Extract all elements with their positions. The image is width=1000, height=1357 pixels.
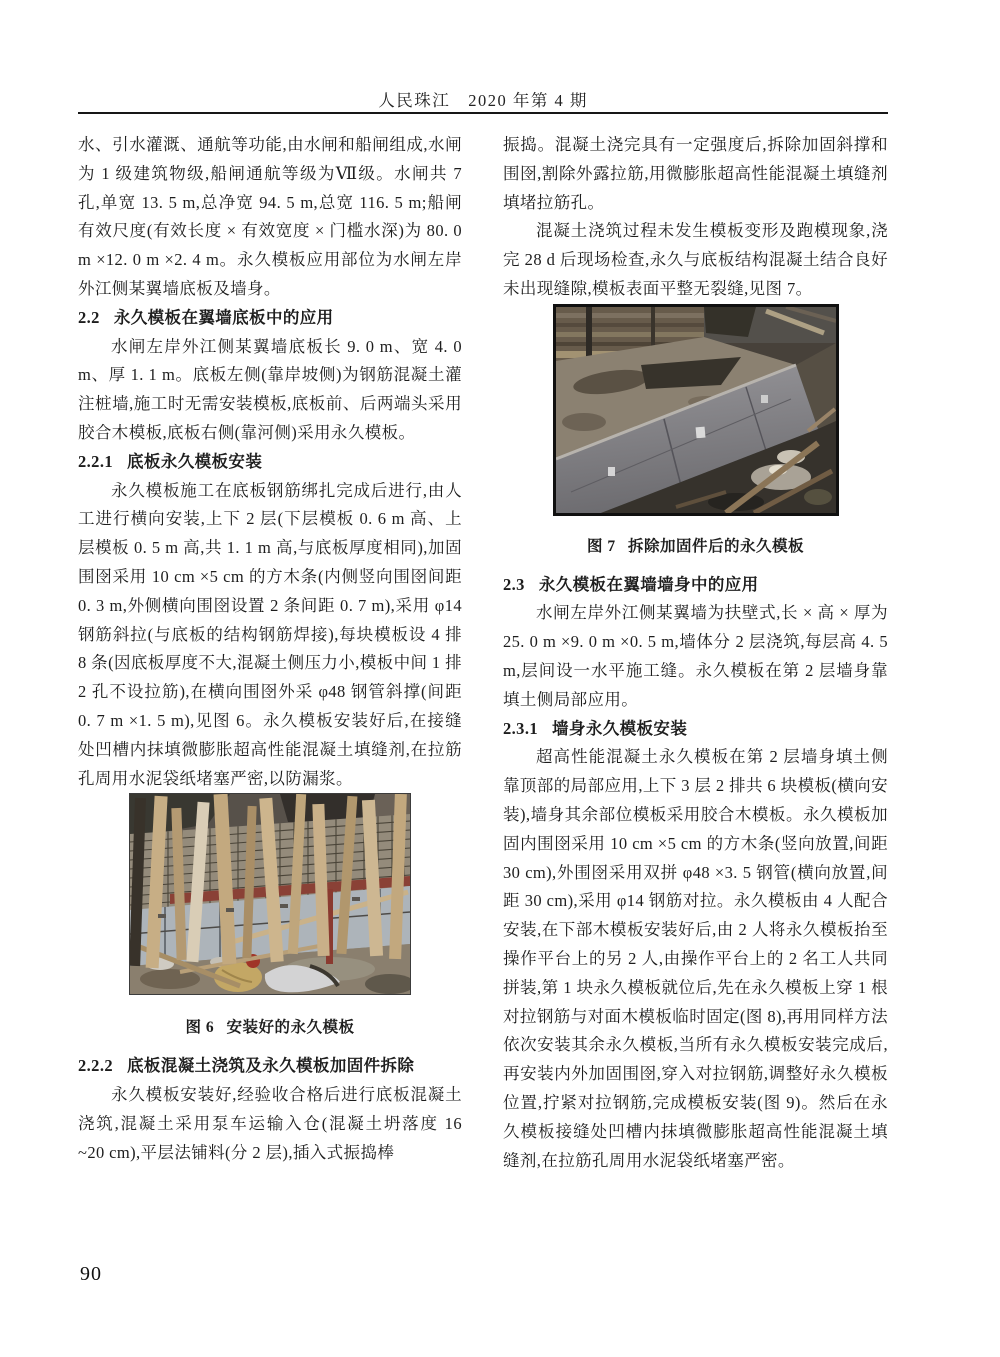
section-number-2-2-2: 2.2.2 [78, 1056, 113, 1076]
figure-7-photo-image [556, 307, 836, 513]
section-heading-2-2-1 [78, 448, 462, 477]
left-column [78, 131, 462, 1167]
section-number-2-2: 2.2 [78, 307, 100, 327]
section-title-2-2-1: 底板永久模板安装 [127, 451, 263, 471]
right-column [503, 131, 888, 1175]
section-heading-2-3 [503, 571, 888, 600]
section-heading-2-2-2 [78, 1052, 462, 1081]
paragraph-2-3-1: 超高性能混凝土永久模板在第 2 层墙身填土侧靠顶部的局部应用,上下 3 层 2 排共 6 块模板(横向安装),墙身其余部位模板采用胶合木模板。永久模板加固内围囹采用 10 cm ×5 cm 的方木条(竖向放置,间距 30 cm),外围囹采用双拼 φ48 ×3. 5 钢管(横向放置,间距 30 cm),采用 φ14 钢筋对拉。永久模板由 4 人配合安装,在下部木模板安装好后,由 2 人将永久模板抬至操作平台上的另 2 人,由操作平台上的 2 名工人共同拼装,第 1 块永久模板就位后,先在永久模板上穿 1 根对拉钢筋与对面木模板临时固定(图 8),再用同样方法依次安装其余永久模板,当所有永久模板安装完成后,再安装内外加固围囹,穿入对拉钢筋,调整好永久模板位置,拧紧对拉钢筋,完成模板安装(图 9)。然后在永久模板接缝处凹槽内抹填微膨胀超高性能混凝土填缝剂,在拉筋孔周用水泥袋纸堵塞严密。 [503, 747, 888, 1170]
figure-7-photo [553, 304, 839, 516]
figure-7-caption [503, 535, 888, 559]
figure-7 [503, 304, 888, 559]
figure-6-photo [129, 793, 411, 995]
section-heading-2-3-1 [503, 715, 888, 744]
section-number-2-2-1: 2.2.1 [78, 451, 113, 471]
section-title-2-3: 永久模板在翼墙墙身中的应用 [538, 574, 759, 594]
paragraph-2-2-1: 永久模板施工在底板钢筋绑扎完成后进行,由人工进行横向安装,上下 2 层(下层模板 0. 6 m 高、上层模板 0. 5 m 高,共 1. 1 m 高,与底板厚度相同),加固围囹采用 10 cm ×5 cm 的方木条(内侧竖向围囹间距 0. 3 m,外侧横向围囹设置 2 条间距 0. 7 m),采用 φ14 钢筋斜拉(与底板的结构钢筋焊接),每块模板设 4 排 8 条(因底板厚度不大,混凝土侧压力小,模板中间 1 排 2 孔不设拉筋),在横向围囹外采 φ48 钢管斜撑(间距 0. 7 m ×1. 5 m),见图 6。永久模板安装好后,在接缝处凹槽内抹填微膨胀超高性能混凝土填缝剂,在拉筋孔周用水泥袋纸堵塞严密,以防漏浆。 [78, 480, 462, 788]
paragraph-2-2: 水闸左岸外江侧某翼墙底板长 9. 0 m、宽 4. 0 m、厚 1. 1 m。底板左侧(靠岸坡侧)为钢筋混凝土灌注桩墙,施工时无需安装模板,底板前、后两端头采用胶合木模板,底板右侧(靠河侧)采用永久模板。 [78, 336, 462, 442]
paragraph-2-3: 水闸左岸外江侧某翼墙为扶壁式,长 × 高 × 厚为 25. 0 m ×9. 0 m ×0. 5 m,墙体分 2 层浇筑,每层高 4. 5 m,层间设一水平施工缝。永久模板在第 2 层墙身靠填土侧局部应用。 [503, 603, 888, 709]
figure-6-caption [78, 1016, 462, 1040]
section-number-2-3-1: 2.3.1 [503, 718, 538, 738]
journal-header: 人民珠江 2020 年第 4 期 [378, 91, 588, 110]
paragraph-2-2-2: 永久模板安装好,经验收合格后进行底板混凝土浇筑,混凝土采用泵车运输入仓(混凝土坍落度 16 ~20 cm),平层法铺料(分 2 层),插入式振捣棒 [78, 1084, 462, 1162]
paragraph-continued-left: 水、引水灌溉、通航等功能,由水闸和船闸组成,水闸为 1 级建筑物级,船闸通航等级为Ⅶ级。水闸共 7 孔,单宽 13. 5 m,总净宽 94. 5 m,总宽 116. 5 m;船闸有效尺度(有效长度 × 有效宽度 × 门槛水深)为 80. 0 m ×12. 0 m ×2. 4 m。永久模板应用部位为水闸左岸外江侧某翼墙底板及墙身。 [78, 135, 462, 298]
page-number: 90 [80, 1263, 102, 1285]
section-heading-2-2 [78, 304, 462, 333]
figure-6-label: 图 6 [185, 1019, 215, 1037]
figure-6-caption-text: 安装好的永久模板 [226, 1019, 355, 1037]
section-title-2-2: 永久模板在翼墙底板中的应用 [113, 307, 334, 327]
header-rule [78, 112, 888, 114]
section-title-2-3-1: 墙身永久模板安装 [552, 718, 688, 738]
figure-6 [78, 793, 462, 1040]
section-title-2-2-2: 底板混凝土浇筑及永久模板加固件拆除 [127, 1056, 415, 1076]
figure-7-caption-text: 拆除加固件后的永久模板 [628, 537, 805, 555]
section-number-2-3: 2.3 [503, 574, 525, 594]
paragraph-observation: 混凝土浇筑过程未发生模板变形及跑模现象,浇完 28 d 后现场检查,永久与底板结构混凝土结合良好未出现缝隙,模板表面平整无裂缝,见图 7。 [503, 221, 888, 298]
figure-6-photo-image [130, 794, 410, 994]
paragraph-continued-right: 振捣。混凝土浇完具有一定强度后,拆除加固斜撑和围囹,割除外露拉筋,用微膨胀超高性能混凝土填缝剂填堵拉筋孔。 [503, 135, 888, 212]
figure-7-label: 图 7 [586, 537, 616, 555]
